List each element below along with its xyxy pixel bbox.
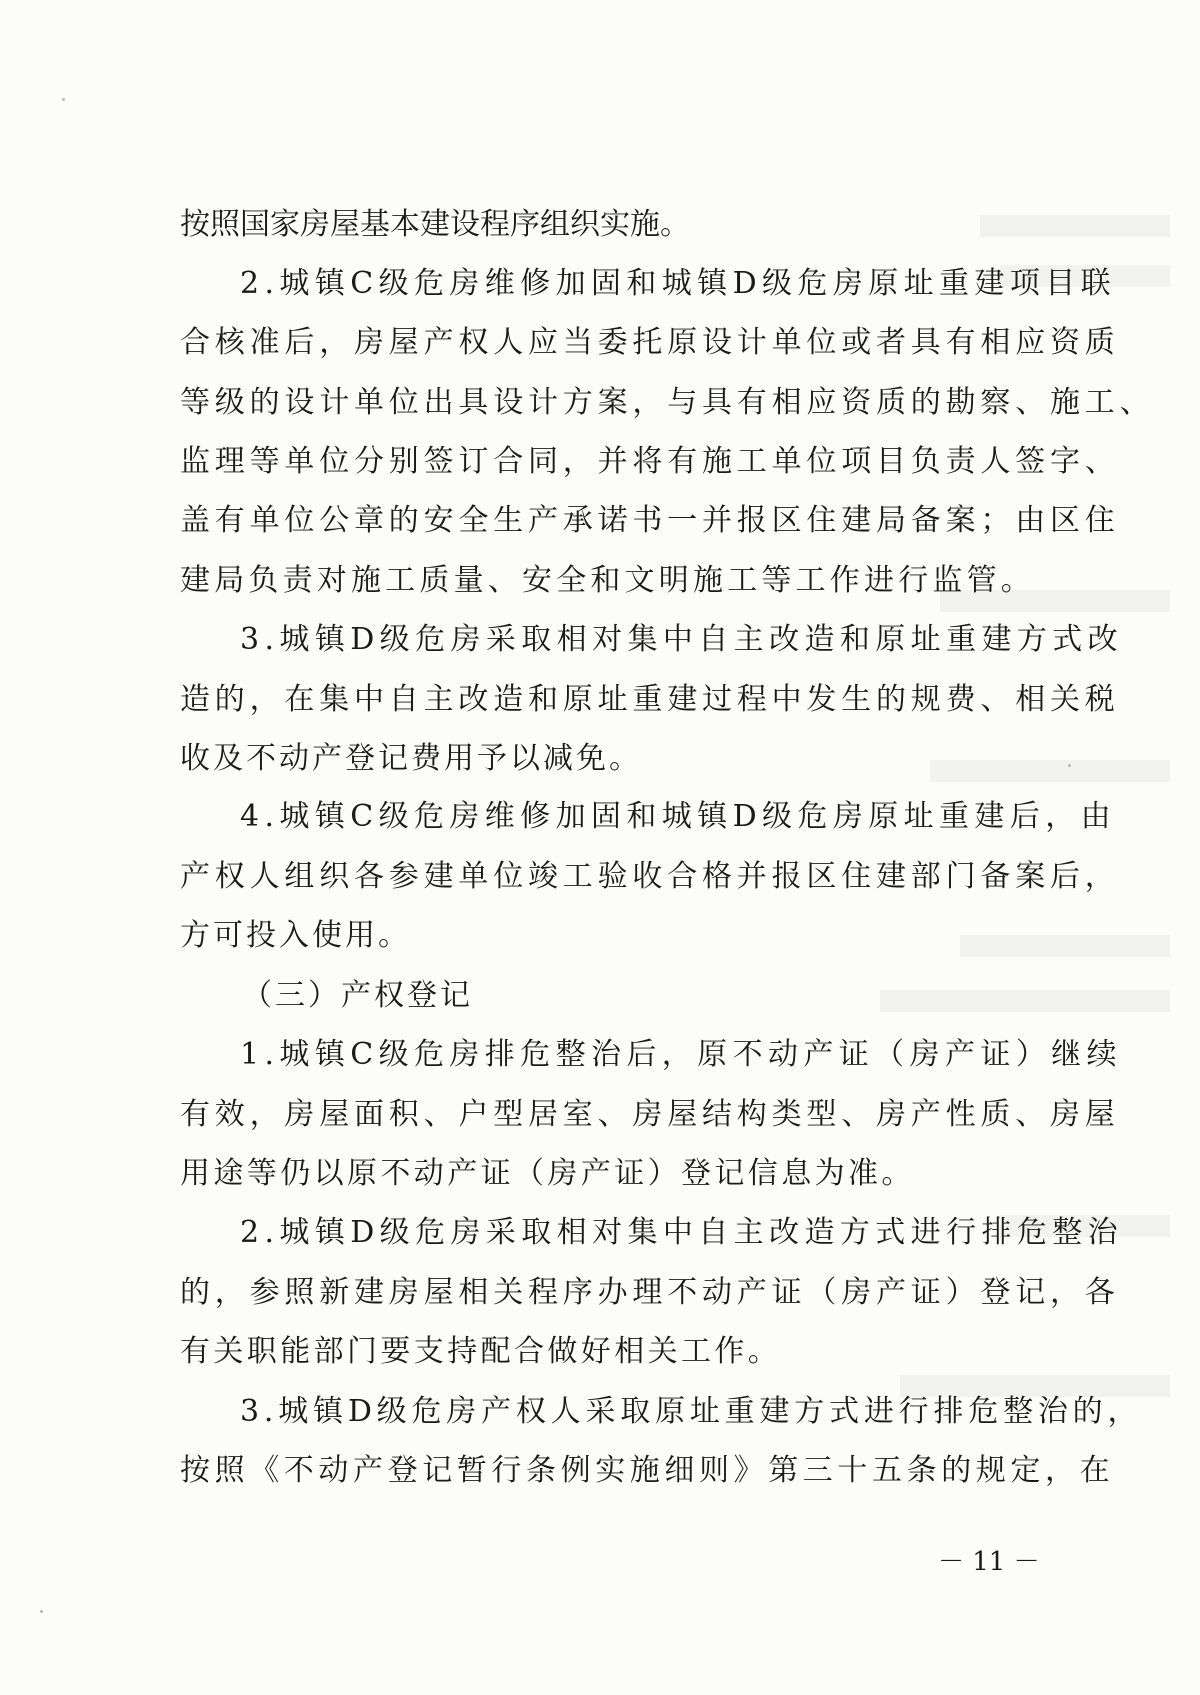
body-text-line: 2.城镇C级危房维修加固和城镇D级危房原址重建项目联	[240, 266, 1117, 301]
body-text-line: 收及不动产登记费用予以减免。	[180, 741, 642, 776]
body-text-line: 按照国家房屋基本建设程序组织实施。	[180, 207, 690, 242]
body-text-line: 按照《不动产登记暂行条例实施细则》第三十五条的规定，在	[180, 1453, 1115, 1488]
body-text-line: 有效，房屋面积、户型居室、房屋结构类型、房产性质、房屋	[180, 1097, 1120, 1132]
page-number: － 11 －	[938, 1547, 1040, 1577]
body-text-line: 合核准后，房屋产权人应当委托原设计单位或者具有相应资质	[180, 325, 1120, 360]
body-text-line: 盖有单位公章的安全生产承诺书一并报区住建局备案；由区住	[180, 503, 1120, 538]
scan-speck	[62, 98, 65, 101]
body-text-line: 1.城镇C级危房排危整治后，原不动产证（房产证）继续	[240, 1037, 1122, 1072]
body-text-line: 用途等仍以原不动产证（房产证）登记信息为准。	[180, 1156, 915, 1191]
body-text-line: 有关职能部门要支持配合做好相关工作。	[180, 1334, 782, 1369]
body-text-line: 的，参照新建房屋相关程序办理不动产证（房产证）登记，各	[180, 1275, 1120, 1310]
body-text-line: 产权人组织各参建单位竣工验收合格并报区住建部门备案后，	[180, 859, 1120, 894]
scan-speck	[40, 1610, 43, 1613]
body-text-line: 造的，在集中自主改造和原址重建过程中发生的规费、相关税	[180, 682, 1120, 717]
body-text-line: 建局负责对施工质量、安全和文明施工等工作进行监管。	[180, 563, 1035, 598]
section-heading: （三）产权登记	[242, 978, 473, 1013]
body-text-line: 4.城镇C级危房维修加固和城镇D级危房原址重建后，由	[240, 799, 1117, 834]
body-text-line: 3.城镇D级危房采取相对集中自主改造和原址重建方式改	[240, 622, 1124, 657]
body-text-line: 3.城镇D级危房产权人采取原址重建方式进行排危整治的，	[240, 1394, 1143, 1429]
body-text-line: 方可投入使用。	[180, 918, 411, 953]
body-text-line: 2.城镇D级危房采取相对集中自主改造方式进行排危整治	[240, 1215, 1124, 1250]
body-text-line: 等级的设计单位出具设计方案，与具有相应资质的勘察、施工、	[180, 385, 1155, 420]
body-text-line: 监理等单位分别签订合同，并将有施工单位项目负责人签字、	[180, 444, 1120, 479]
